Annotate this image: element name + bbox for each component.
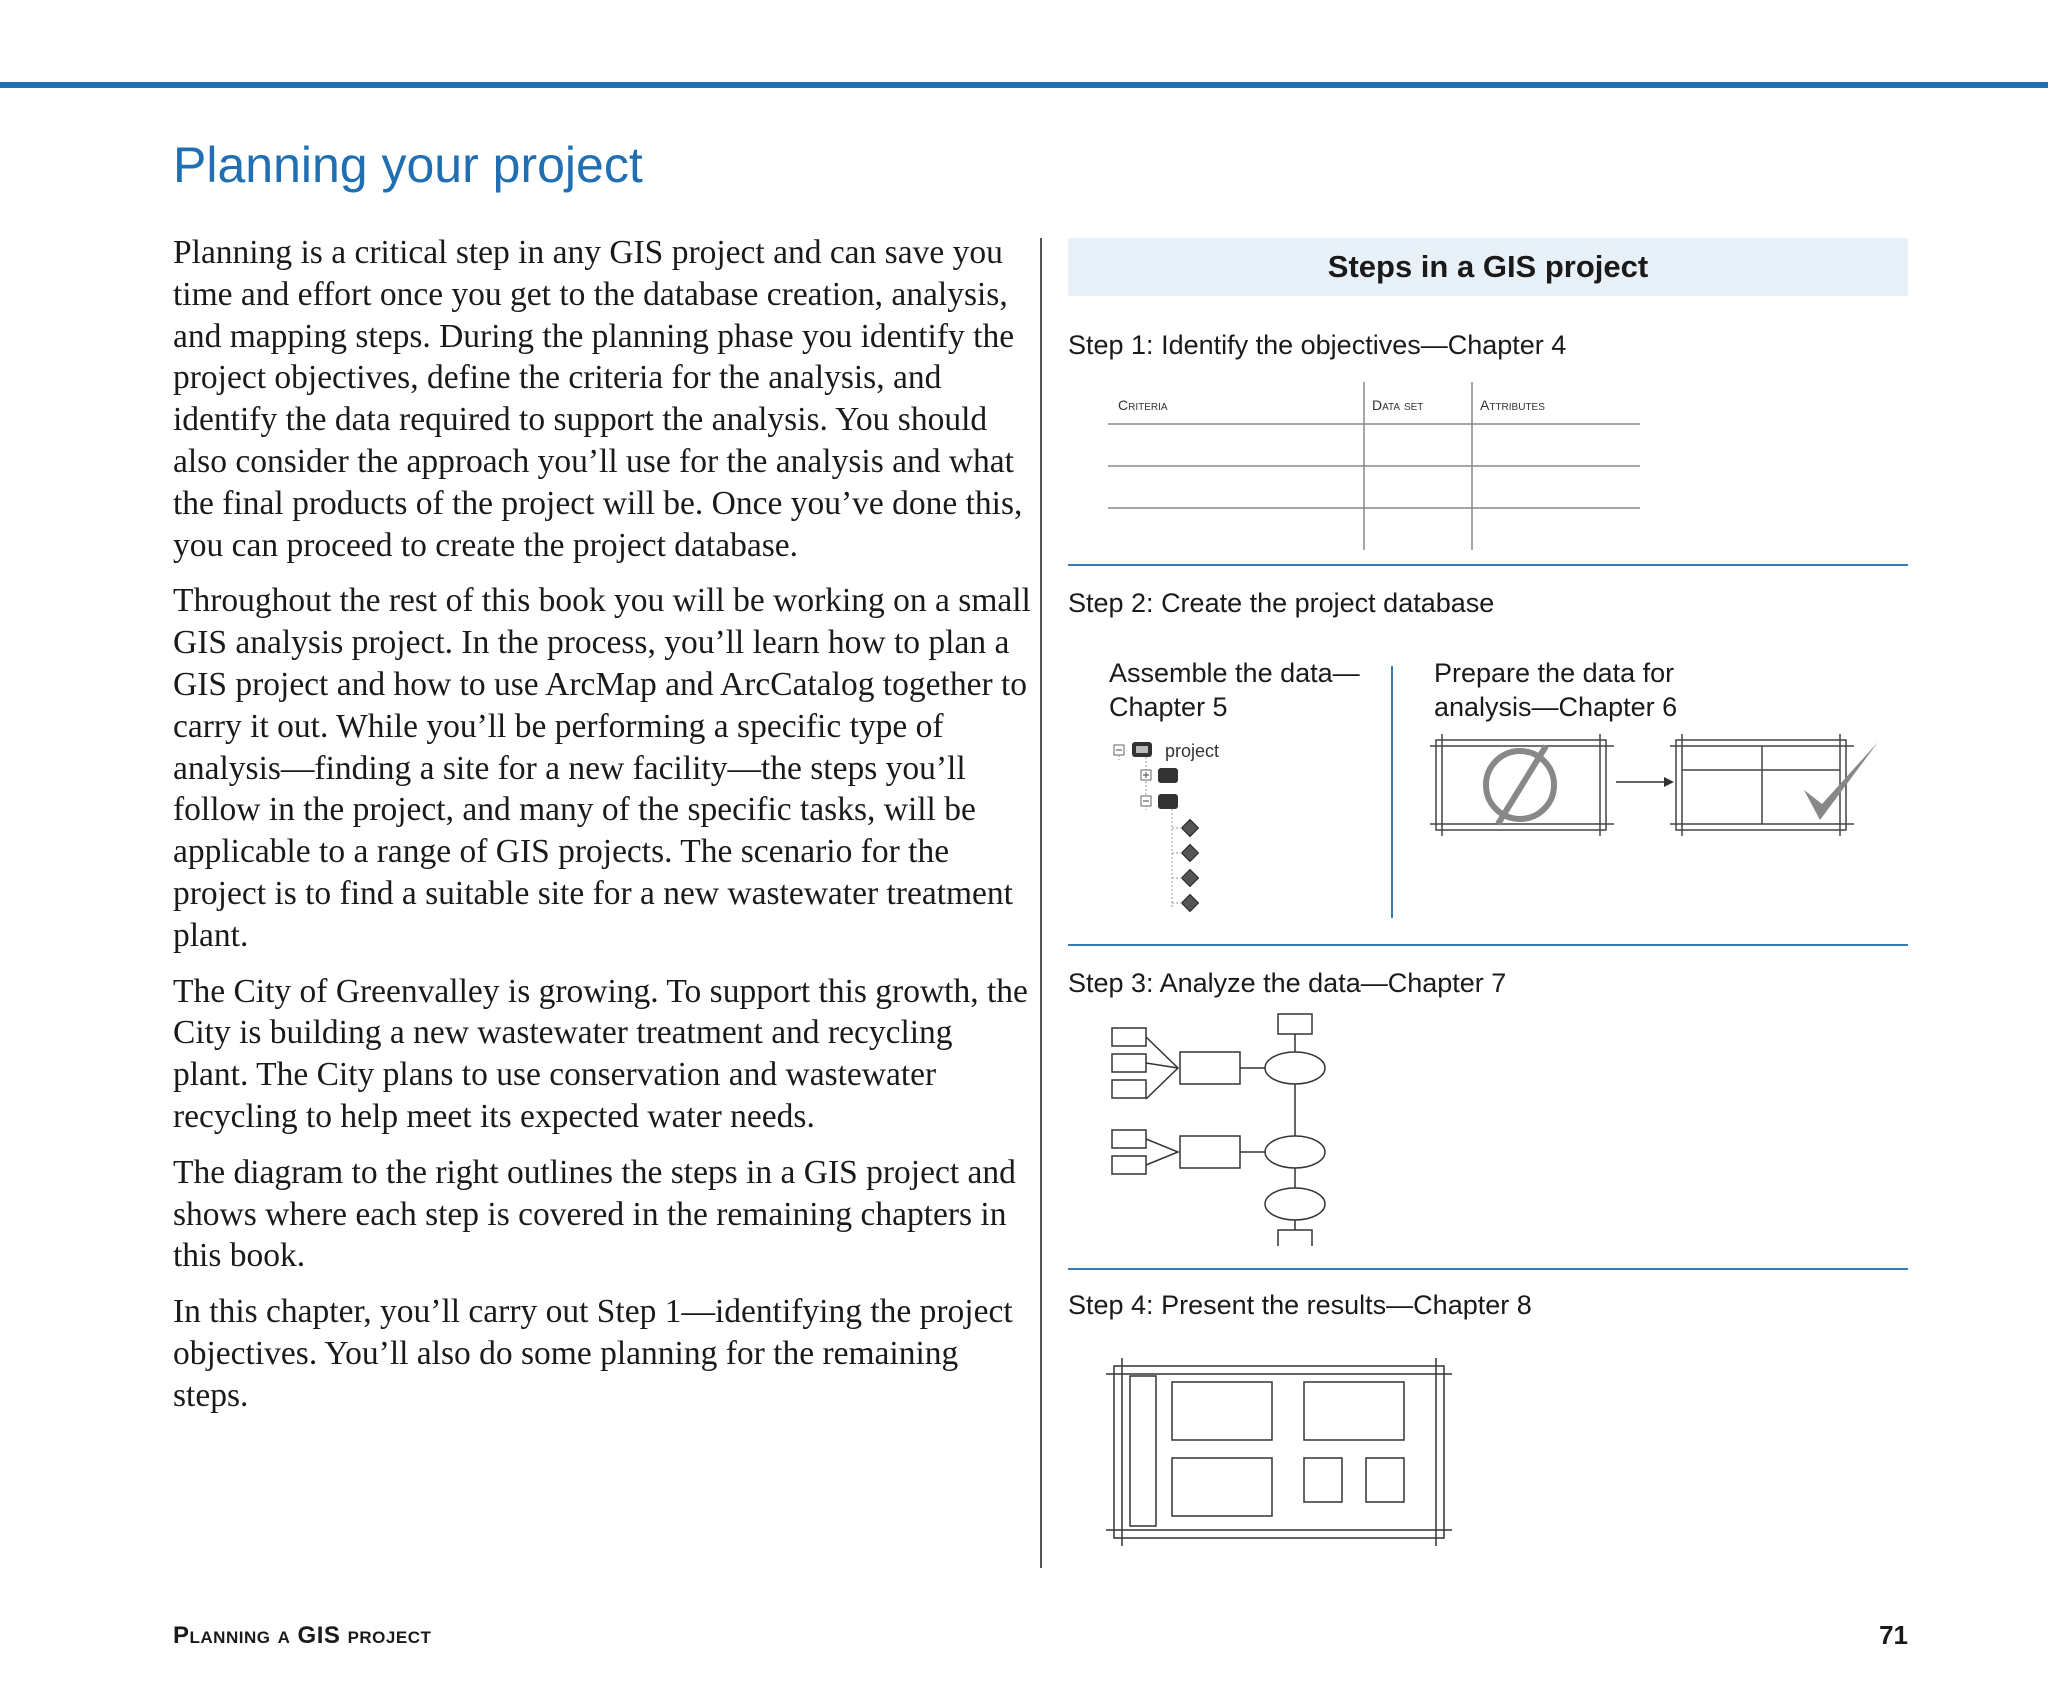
tree-root-label: project <box>1165 741 1220 761</box>
step3-title: Step 3: Analyze the data—Chapter 7 <box>1068 968 1507 998</box>
body-text <box>173 232 1033 1431</box>
step-divider-2 <box>1068 944 1908 946</box>
page-title: Planning your project <box>173 137 643 193</box>
page-number: 71 <box>1879 1620 1908 1650</box>
feature-dataset-icon <box>1158 794 1178 809</box>
col-criteria: Criteria <box>1118 397 1168 413</box>
assemble-line-1: Assemble the data— <box>1109 658 1360 688</box>
step4-title: Step 4: Present the results—Chapter 8 <box>1068 1290 1532 1320</box>
steps-panel <box>1068 238 1908 1320</box>
step2-diagram <box>1068 728 1908 958</box>
step2-title: Step 2: Create the project database <box>1068 588 1495 618</box>
panel-header: Steps in a GIS project <box>1068 238 1908 296</box>
feature-class-icon <box>1182 895 1199 912</box>
catalog-tree <box>1114 741 1219 911</box>
assemble-label <box>1109 656 1360 724</box>
step-divider-1 <box>1068 564 1908 566</box>
prepare-line-2: analysis—Chapter 6 <box>1434 692 1678 722</box>
col-data-set: Data set <box>1372 397 1424 413</box>
col-attributes: Attributes <box>1480 397 1545 413</box>
prepare-label <box>1434 656 1677 724</box>
feature-class-icon <box>1182 845 1199 862</box>
prepare-line-1: Prepare the data for <box>1434 658 1675 688</box>
prepare-diagram <box>1430 734 1878 836</box>
paragraph-1: Planning is a critical step in any GIS project and can save you time and effort once you get to the database creation, analysis, and mapping steps. During the planning phase you identify the project objectives, define the criteria for the analysis, and identify the data required to support the analysis. You should also consider the approach you’ll use for the analysis and what the final products of the project will be. Once you’ve done this, you can proceed to create the project database. <box>173 234 1023 564</box>
step4-map-layout <box>1068 1348 1908 1548</box>
step1-title: Step 1: Identify the objectives—Chapter 4 <box>1068 330 1567 360</box>
no-entry-icon <box>1486 746 1554 824</box>
assemble-line-2: Chapter 5 <box>1109 692 1228 722</box>
column-divider <box>1040 238 1042 1568</box>
feature-class-icon <box>1182 870 1199 887</box>
paragraph-3: The City of Greenvalley is growing. To support this growth, the City is building a new wastewater treatment and recycling plant. The City plans to use conservation and wastewater recycling to help meet its expected water needs. <box>173 972 1028 1135</box>
step3-model-diagram <box>1068 1006 1908 1246</box>
step-divider-3 <box>1068 1268 1908 1270</box>
feature-class-icon <box>1182 820 1199 837</box>
top-accent-bar <box>0 82 2048 88</box>
paragraph-5: In this chapter, you’ll carry out Step 1—identifying the project objectives. You’ll also do some planning for the remaining steps. <box>173 1293 1013 1414</box>
geodatabase-icon <box>1132 742 1152 757</box>
arrow-right-icon <box>1616 777 1674 787</box>
paragraph-4: The diagram to the right outlines the steps in a GIS project and shows where each step is covered in the remaining chapters in this book. <box>173 1153 1016 1275</box>
checkmark-icon <box>1804 742 1878 820</box>
paragraph-2: Throughout the rest of this book you will be working on a small GIS analysis project. In the process, you’ll learn how to plan a GIS project and how to use ArcMap and ArcCatalog together to carry it out. While you’ll be performing a specific type of analysis—finding a site for a new facility—the steps you’ll follow in the project, and many of the specific tasks, will be applicable to a range of GIS projects. The scenario for the project is to find a suitable site for a new wastewater treatment plant. <box>173 582 1031 954</box>
feature-dataset-icon <box>1158 768 1178 783</box>
footer-section: Planning a GIS project <box>173 1622 432 1649</box>
